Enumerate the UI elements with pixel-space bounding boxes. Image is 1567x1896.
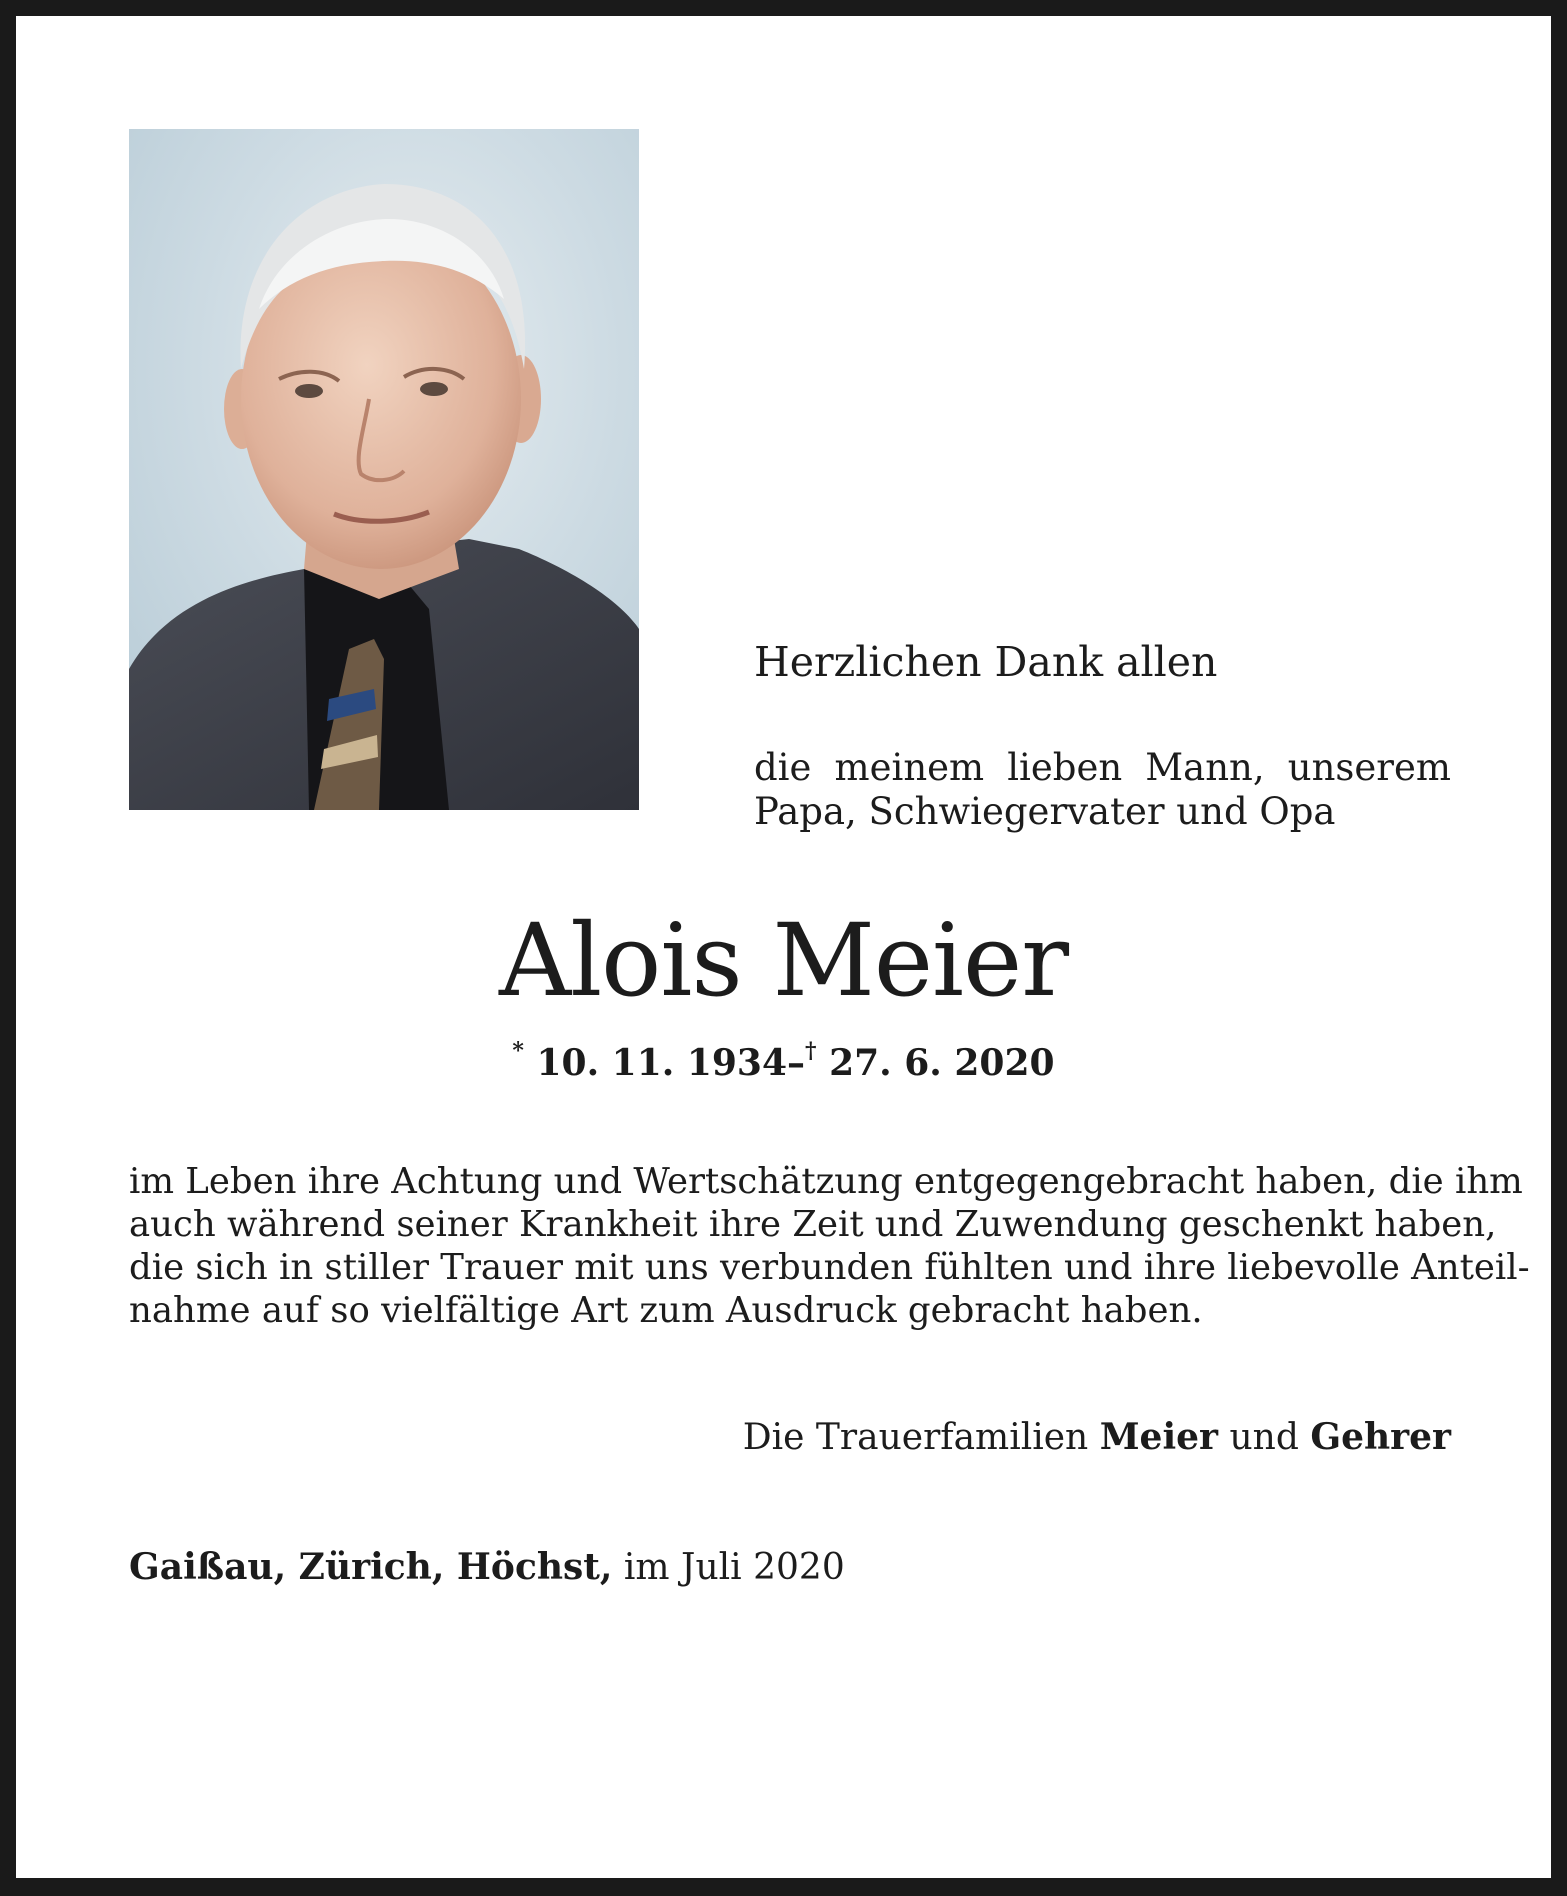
intro-word: Mann, — [1145, 746, 1265, 789]
portrait-illustration — [129, 129, 639, 810]
death-symbol: † — [805, 1038, 817, 1064]
family-name-2: Gehrer — [1310, 1416, 1451, 1458]
body-line: im Leben ihre Achtung und Wertschätzung entgegengebracht haben, die ihm — [129, 1161, 1523, 1202]
family-name-1: Meier — [1099, 1416, 1218, 1458]
places: Gaißau, Zürich, Höchst, — [129, 1546, 613, 1588]
body-line: nahme auf so vielfältige Art zum Ausdruck gebracht haben. — [129, 1290, 1203, 1331]
body-line: die sich in stiller Trauer mit uns verbunden fühlten und ihre liebevolle Anteil- — [129, 1247, 1530, 1288]
intro-word: die — [754, 746, 812, 789]
signature — [743, 1416, 1451, 1458]
intro-line-2: Papa, Schwiegervater und Opa — [754, 790, 1336, 833]
deceased-name: Alois Meier — [498, 902, 1069, 1019]
intro-word: unserem — [1287, 746, 1451, 789]
body-line: auch während seiner Krankheit ihre Zeit und Zuwendung geschenkt haben, — [129, 1204, 1497, 1245]
intro-word: lieben — [1007, 746, 1123, 789]
obituary-card — [16, 16, 1551, 1878]
body-text — [129, 1160, 1530, 1332]
place-date — [129, 1546, 845, 1588]
death-date: 27. 6. 2020 — [829, 1042, 1055, 1084]
birth-symbol: * — [512, 1038, 524, 1064]
birth-date: 10. 11. 1934 — [536, 1042, 788, 1084]
signature-connector: und — [1229, 1417, 1299, 1458]
portrait-photo — [129, 129, 639, 810]
intro-text — [754, 746, 1451, 834]
date-text: im Juli 2020 — [623, 1547, 845, 1588]
intro-line-1 — [754, 746, 1451, 790]
date-separator: – — [787, 1042, 806, 1084]
intro-word: meinem — [834, 746, 985, 789]
signature-prefix: Die Trauerfamilien — [742, 1417, 1089, 1458]
thanks-heading: Herzlichen Dank allen — [754, 638, 1218, 686]
life-dates — [16, 1038, 1551, 1084]
